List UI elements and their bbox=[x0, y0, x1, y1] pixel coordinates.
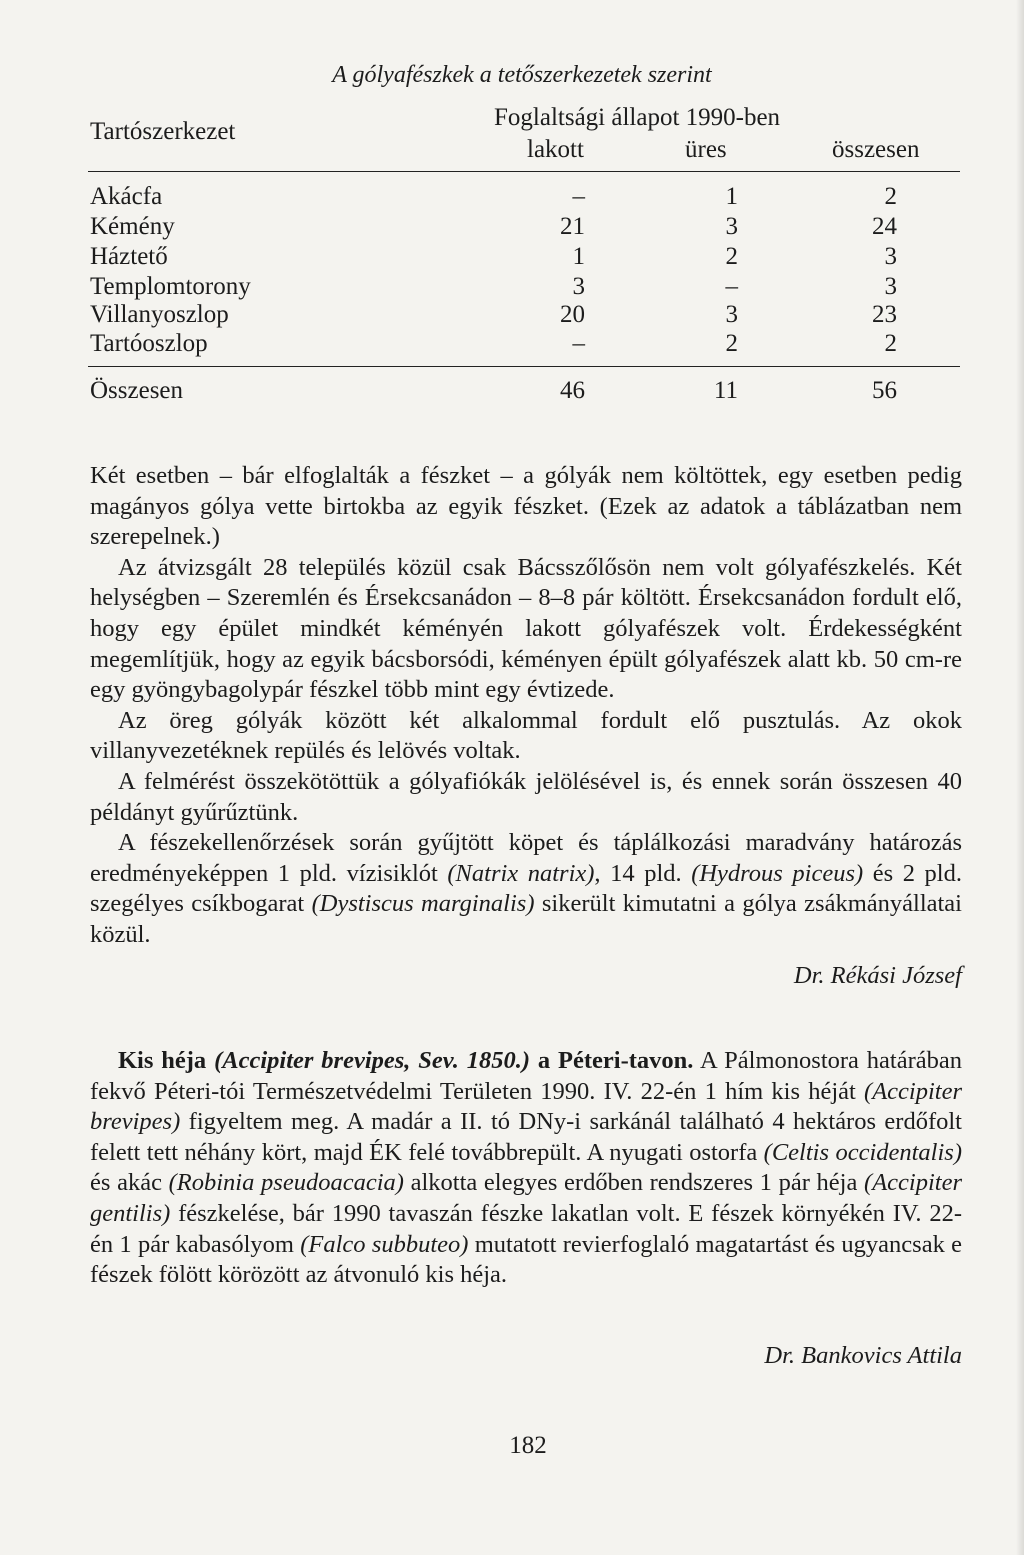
article-2-title-b: a Péteri-tavon. bbox=[530, 1047, 694, 1074]
article-1-author: Dr. Rékási József bbox=[793, 962, 962, 989]
paragraph-5-text-c: és 2 pld. szegélyes csíkbogarat bbox=[90, 859, 962, 918]
cell-total: 24 bbox=[872, 213, 897, 240]
page-number: 182 bbox=[509, 1432, 547, 1459]
article-2-text-6: mutatott revierfoglaló magatartást és ugyancsak e fészek fölött körözött az átvonuló kis héja. bbox=[90, 1230, 962, 1289]
species-hydrous: (Hydrous piceus) bbox=[691, 859, 864, 887]
article-1-paragraph-3: Az öreg gólyák között két alkalommal fordult elő pusztulás. Az okok villanyvezetéknek repülés és lelövés voltak. bbox=[90, 706, 962, 765]
paragraph-5-text-b: , 14 pld. bbox=[594, 859, 692, 887]
cell-occupied: 20 bbox=[560, 301, 585, 328]
cell-occupied: – bbox=[572, 330, 585, 357]
summary-total: 56 bbox=[872, 377, 897, 404]
article-2-body bbox=[90, 1046, 962, 1291]
species-falco: (Falco subbuteo) bbox=[300, 1230, 469, 1258]
row-name: Villanyoszlop bbox=[90, 301, 229, 328]
row-name: Kémény bbox=[90, 213, 175, 240]
cell-occupied: 21 bbox=[560, 213, 585, 240]
table-row bbox=[0, 183, 1024, 213]
table-row bbox=[0, 243, 1024, 273]
summary-occupied: 46 bbox=[560, 377, 585, 404]
cell-total: 23 bbox=[872, 301, 897, 328]
article-2-text-4: alkotta elegyes erdőben rendszeres 1 pár héja bbox=[403, 1169, 865, 1197]
article-1-paragraph-4: A felmérést összekötöttük a gólyafiókák jelölésével is, és ennek során összesen 40 példányt gyűrűztünk. bbox=[90, 767, 962, 826]
table-row bbox=[0, 330, 1024, 360]
article-2-author: Dr. Bankovics Attila bbox=[764, 1342, 962, 1369]
article-1-paragraph-2: Az átvizsgált 28 település közül csak Bácsszőlősön nem volt gólyafészkelés. Két helységben – Szeremlén és Érsekcsanádon – 8–8 pár költött. Érsekcsanádon fordult elő, hogy egy épület mindkét kéményén lakott gólyafészek volt. Érdekességként megemlítjük, hogy az egyik bácsborsódi, kéményen épült gólyafészek alatt kb. 50 cm-re egy gyöngybagolypár fészkel több mint egy évtizede. bbox=[90, 553, 962, 704]
cell-occupied: 1 bbox=[572, 243, 585, 270]
table-row bbox=[0, 213, 1024, 243]
species-celtis: (Celtis occidentalis) bbox=[763, 1138, 962, 1166]
article-1-paragraph-5 bbox=[90, 828, 962, 950]
cell-total: 3 bbox=[884, 243, 897, 270]
paragraph-5-text-d: sikerült kimutatni a gólya zsákmányállatai közül. bbox=[90, 890, 962, 948]
cell-empty: 3 bbox=[725, 213, 738, 240]
article-1-paragraph-1: Két esetben – bár elfoglalták a fészket – a gólyák nem költöttek, egy esetben pedig magányos gólya vette birtokba az egyik fészket. (Ezek az adatok a táblázatban nem szerepelnek.) bbox=[90, 462, 962, 551]
species-accipiter-gentilis: (Accipiter gentilis) bbox=[90, 1169, 962, 1227]
paragraph-5-text-a: A fészekellenőrzések során gyűjtött köpet és táplálkozási maradvány határozás eredményeképpen 1 pld. vízisiklót bbox=[90, 829, 962, 887]
row-name: Akácfa bbox=[90, 183, 163, 210]
table-header-structure: Tartószerkezet bbox=[90, 118, 236, 145]
table-header-total: összesen bbox=[832, 136, 920, 163]
row-name: Templomtorony bbox=[90, 273, 251, 300]
table-header-occupied: lakott bbox=[527, 136, 584, 163]
table-rule-top bbox=[88, 171, 960, 172]
cell-empty: – bbox=[725, 273, 738, 300]
cell-empty: 2 bbox=[725, 243, 738, 270]
row-name: Háztető bbox=[90, 243, 168, 270]
cell-empty: 3 bbox=[725, 301, 738, 328]
table-rule-bottom bbox=[88, 366, 960, 367]
species-dytiscus: (Dystiscus marginalis) bbox=[311, 890, 535, 918]
summary-name: Összesen bbox=[90, 377, 184, 404]
cell-occupied: – bbox=[572, 183, 585, 210]
table-header-empty: üres bbox=[685, 136, 727, 163]
article-2-title-a: Kis héja bbox=[118, 1047, 215, 1074]
article-2-text-1: A Pálmonostora határában fekvő Péteri-tói Természetvédelmi Területen 1990. IV. 22-én 1 hím kis héját bbox=[90, 1047, 963, 1105]
table-summary-row bbox=[0, 377, 1024, 407]
table-caption: A gólyafészkek a tetőszerkezetek szerint bbox=[332, 62, 712, 88]
table-row bbox=[0, 273, 1024, 303]
article-1-body bbox=[90, 461, 962, 951]
article-2-text-5: fészkelése, bár 1990 tavaszán fészke lakatlan volt. E fészek környékén IV. 22-én 1 pár kabasólyom bbox=[90, 1199, 962, 1258]
article-2-title-species: (Accipiter brevipes, Sev. 1850.) bbox=[214, 1047, 531, 1074]
article-2-text-2: figyeltem meg. A madár a II. tó DNy-i sarkánál található 4 hektáros erdőfolt felett tett néhány kört, majd ÉK felé továbbrepült. A nyugati ostorfa bbox=[90, 1108, 962, 1166]
table-header-group: Foglaltsági állapot 1990-ben bbox=[494, 104, 781, 131]
table-row bbox=[0, 301, 1024, 331]
species-accipiter-brevipes: (Accipiter brevipes) bbox=[90, 1077, 962, 1136]
article-2-text-3: és akác bbox=[90, 1169, 169, 1197]
cell-empty: 2 bbox=[725, 330, 738, 357]
cell-total: 2 bbox=[884, 330, 897, 357]
row-name: Tartóoszlop bbox=[90, 330, 208, 357]
cell-total: 3 bbox=[884, 273, 897, 300]
species-robinia: (Robinia pseudoacacia) bbox=[168, 1169, 404, 1197]
article-2-paragraph bbox=[90, 1046, 962, 1291]
cell-empty: 1 bbox=[725, 183, 738, 210]
cell-occupied: 3 bbox=[572, 273, 585, 300]
summary-empty: 11 bbox=[713, 377, 738, 404]
species-natrix: (Natrix natrix) bbox=[447, 859, 595, 887]
cell-total: 2 bbox=[884, 183, 897, 210]
